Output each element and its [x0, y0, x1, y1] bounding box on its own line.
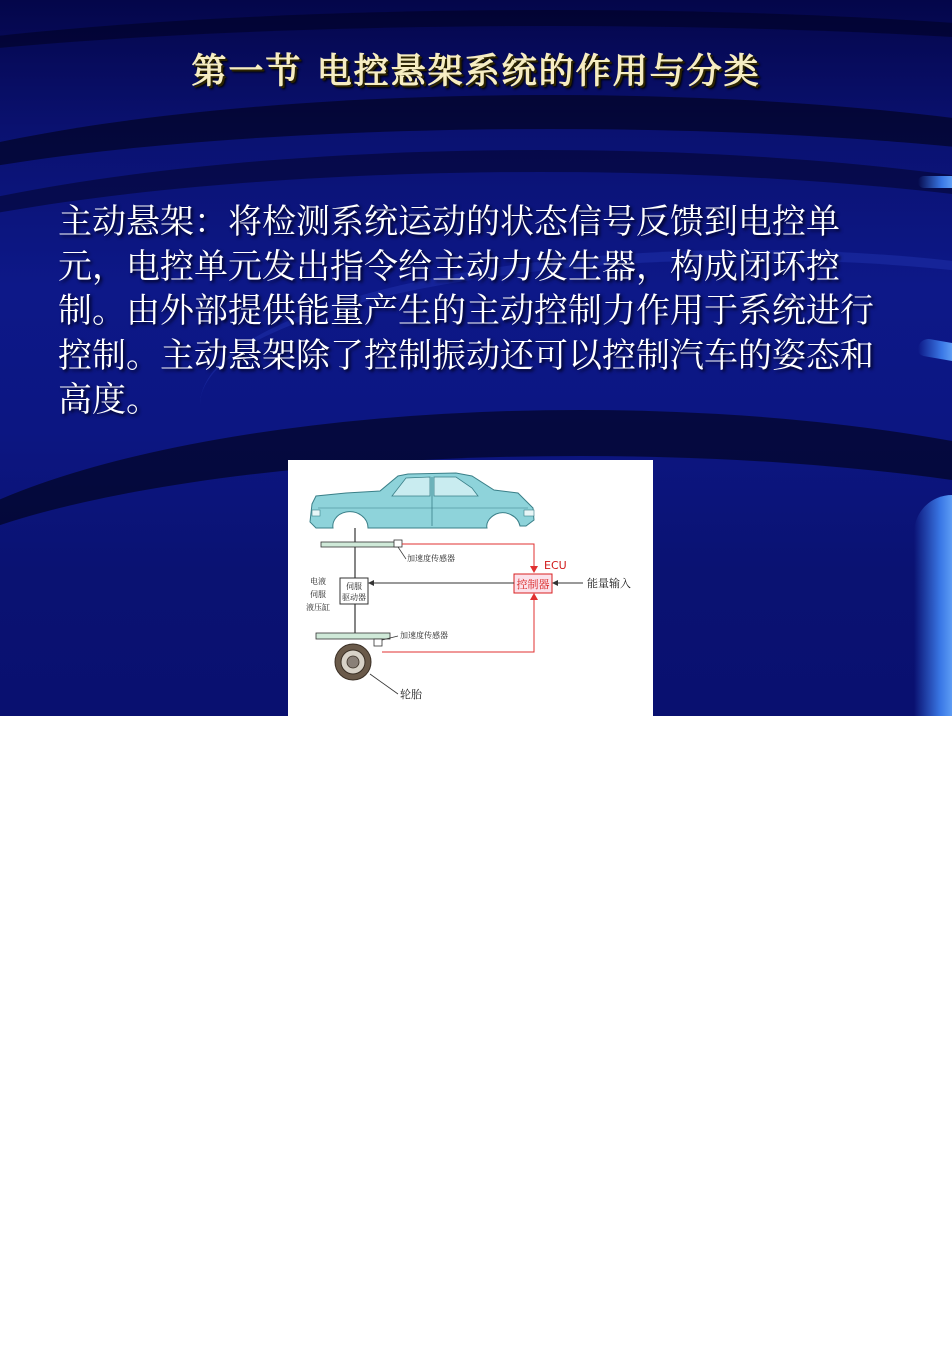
arrow-left-icon — [368, 580, 374, 586]
tire-icon — [335, 644, 371, 680]
upper-sensor-label: 加速度传感器 — [407, 554, 455, 563]
lower-sensor-box — [374, 639, 382, 646]
background-swoosh — [0, 10, 952, 226]
edge-accent — [918, 176, 952, 188]
cylinder-label-1: 电液 — [310, 577, 326, 586]
diagram-svg — [288, 460, 653, 716]
controller-label: 控制器 — [516, 578, 550, 591]
slide-title: 第一节 电控悬架系统的作用与分类 — [191, 51, 761, 92]
servo-driver-label-1: 伺服 — [346, 582, 362, 591]
servo-driver-label-2: 驱动器 — [342, 593, 366, 602]
edge-accent — [914, 495, 952, 716]
lower-mount-bar — [316, 633, 390, 639]
slide-body-text: 主动悬架：将检测系统运动的状态信号反馈到电控单元，电控单元发出指令给主动力发生器，构成闭环控制。由外部提供能量产生的主动控制力作用于系统进行控制。主动悬架除了控制振动还可以控制汽车的姿态和高度。 — [58, 202, 874, 420]
edge-accent — [918, 337, 952, 361]
arrow-up-icon — [530, 593, 538, 600]
arrow-down-icon — [530, 566, 538, 573]
active-suspension-diagram — [288, 460, 653, 716]
arrow-left-icon — [552, 580, 558, 586]
car-body — [310, 473, 534, 528]
cylinder-label-3: 液压缸 — [306, 603, 330, 612]
upper-sensor-box — [394, 540, 402, 547]
signal-line-lower — [382, 596, 534, 652]
ecu-label: ECU — [544, 559, 567, 572]
cylinder-label-2: 伺服 — [310, 590, 326, 599]
lower-sensor-label: 加速度传感器 — [400, 631, 448, 640]
upper-mount-bar — [321, 542, 399, 547]
energy-input-label: 能量输入 — [587, 577, 631, 590]
tire-label: 轮胎 — [400, 688, 422, 701]
